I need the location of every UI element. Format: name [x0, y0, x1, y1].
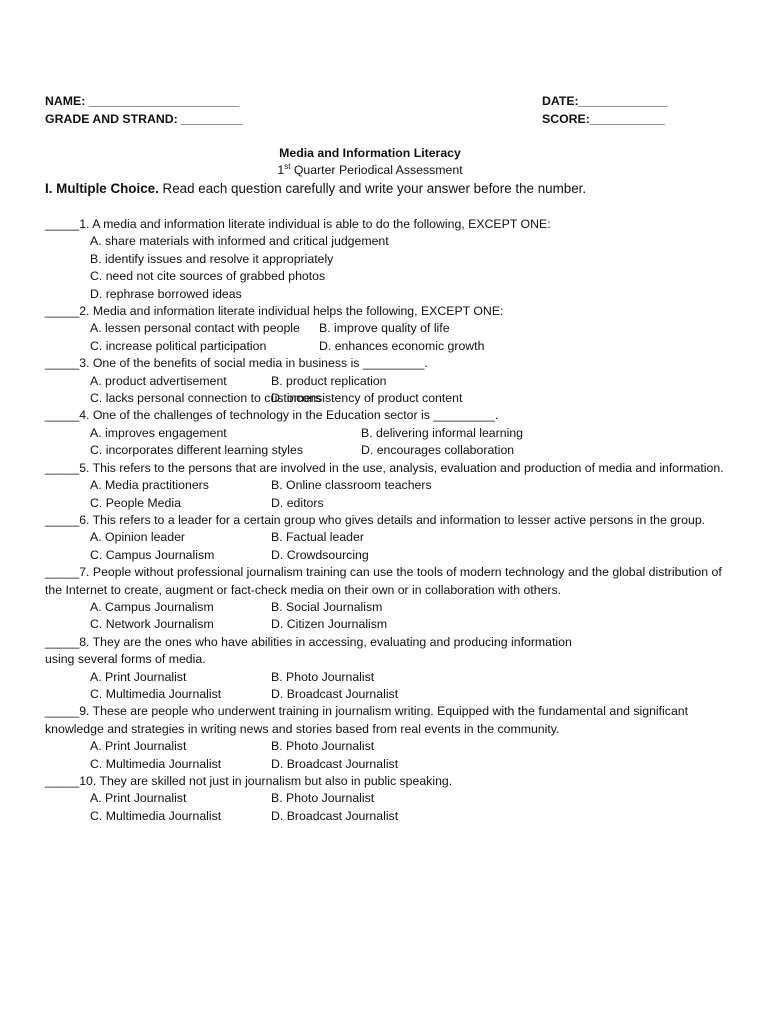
choice-option: D. encourages collaboration — [361, 443, 515, 458]
choice-option: C. Campus Journalism — [90, 547, 215, 562]
choice-option: C. Multimedia Journalist — [90, 808, 222, 823]
choice-list — [45, 425, 735, 460]
score-field[interactable]: SCORE:___________ — [542, 112, 666, 126]
choice-list — [45, 669, 735, 704]
choice-row — [90, 547, 735, 564]
choice-option: D. Broadcast Journalist — [271, 686, 399, 701]
choice-option: D. Citizen Journalism — [271, 617, 388, 632]
choice-option: B. Factual leader — [271, 530, 364, 545]
choice-option: A. Media practitioners — [90, 478, 209, 493]
choice-list — [45, 477, 735, 512]
date-field[interactable]: DATE:_____________ — [542, 94, 668, 108]
question-9 — [45, 703, 735, 773]
choice-option: D. Crowdsourcing — [271, 547, 369, 562]
choice-option: C. Network Journalism — [90, 617, 214, 632]
choice-list — [45, 233, 735, 303]
choice-row — [90, 529, 735, 546]
choice-option: B. delivering informal learning — [361, 425, 523, 440]
choice-option: C. incorporates different learning styles — [90, 443, 304, 458]
choice-row — [90, 495, 735, 512]
instructions-text: Read each question carefully and write your answer before the number. — [158, 181, 587, 196]
choice-option: B. Photo Journalist — [271, 791, 375, 806]
choice-option: D. inconsistency of product content — [271, 391, 463, 406]
choice-option: A. lessen personal contact with people — [90, 321, 300, 336]
question-6 — [45, 512, 735, 564]
question-2 — [45, 303, 735, 355]
name-field[interactable]: NAME: ______________________ — [45, 94, 240, 108]
choice-option: D. Broadcast Journalist — [271, 808, 399, 823]
choice-row — [90, 233, 735, 250]
choice-option: B. Photo Journalist — [271, 739, 375, 754]
choice-option: A. product advertisement — [90, 373, 227, 388]
choice-list — [45, 320, 735, 355]
choice-option: B. Social Journalism — [271, 599, 383, 614]
subtitle-number: 1 — [277, 163, 285, 177]
section-label: I. Multiple Choice. — [45, 181, 159, 196]
choice-option: B. Photo Journalist — [271, 669, 375, 684]
choice-row — [90, 390, 735, 407]
choice-list — [45, 738, 735, 773]
choice-row — [90, 616, 735, 633]
choice-row — [90, 442, 735, 459]
instructions — [45, 180, 586, 198]
choice-option: B. product replication — [271, 373, 387, 388]
choice-option: B. identify issues and resolve it appropriately — [90, 251, 334, 266]
choice-option: C. need not cite sources of grabbed photos — [90, 269, 326, 284]
choice-option: B. improve quality of life — [319, 321, 450, 336]
choice-row — [90, 756, 735, 773]
choice-row — [90, 599, 735, 616]
choice-option: C. People Media — [90, 495, 181, 510]
question-5 — [45, 460, 735, 512]
choice-row — [90, 268, 735, 285]
subtitle-text: Quarter Periodical Assessment — [290, 163, 463, 177]
choice-row — [90, 373, 735, 390]
choice-list — [45, 373, 735, 408]
choice-option: D. editors — [271, 495, 324, 510]
document-title: Media and Information Literacy — [279, 146, 461, 160]
choice-option: A. Campus Journalism — [90, 599, 214, 614]
choice-option: A. Opinion leader — [90, 530, 186, 545]
question-text: _____9. These are people who underwent training in journalism writing. Equipped with the fundamental and significant knowledge and strategies in writing news and stories based from real events in the community. — [45, 704, 689, 736]
choice-row — [90, 790, 735, 807]
choice-row — [90, 286, 735, 303]
question-text: _____7. People without professional journalism training can use the tools of modern technology and the global distribution of the Internet to create, augment or fact-check media on their own or in collaboration with others. — [45, 565, 722, 597]
choice-row — [90, 669, 735, 686]
document-subtitle — [0, 162, 740, 179]
question-10 — [45, 773, 735, 825]
choice-option: D. Broadcast Journalist — [271, 756, 399, 771]
question-text: _____10. They are skilled not just in journalism but also in public speaking. — [45, 774, 453, 788]
choice-row — [90, 251, 735, 268]
question-text: _____4. One of the challenges of technology in the Education sector is _________. — [45, 408, 499, 423]
question-text: _____2. Media and information literate individual helps the following, EXCEPT ONE: — [45, 304, 504, 319]
choice-option: A. Print Journalist — [90, 739, 187, 754]
question-text: _____6. This refers to a leader for a certain group who gives details and information to lesser active persons in the group. — [45, 512, 706, 527]
choice-option: B. Online classroom teachers — [271, 478, 432, 493]
choice-option: D. rephrase borrowed ideas — [90, 286, 242, 301]
question-3 — [45, 355, 735, 407]
question-text: _____1. A media and information literate individual is able to do the following, EXCEPT ONE: — [45, 217, 551, 231]
choice-option: C. Multimedia Journalist — [90, 756, 222, 771]
choice-row — [90, 477, 735, 494]
choice-option: A. share materials with informed and critical judgement — [90, 234, 389, 249]
choice-option: C. increase political participation — [90, 338, 267, 353]
choice-row — [90, 338, 735, 355]
question-8 — [45, 634, 735, 704]
subtitle-superscript: st — [284, 161, 291, 171]
question-text: _____3. One of the benefits of social media in business is _________. — [45, 356, 428, 371]
choice-option: A. improves engagement — [90, 425, 227, 440]
question-text-continued: using several forms of media. — [45, 652, 206, 667]
question-list — [45, 216, 735, 825]
choice-list — [45, 529, 735, 564]
choice-list — [45, 599, 735, 634]
choice-option: D. enhances economic growth — [319, 338, 485, 353]
choice-row — [90, 425, 735, 442]
choice-row — [90, 808, 735, 825]
choice-row — [90, 320, 735, 337]
choice-row — [90, 686, 735, 703]
choice-option: A. Print Journalist — [90, 669, 187, 684]
question-text: _____5. This refers to the persons that are involved in the use, analysis, evaluation and production of media and information. — [45, 460, 724, 475]
question-7 — [45, 564, 735, 634]
question-text: _____8. They are the ones who have abilities in accessing, evaluating and producing information — [45, 634, 572, 649]
choice-list — [45, 790, 735, 825]
choice-row — [90, 738, 735, 755]
grade-strand-field[interactable]: GRADE AND STRAND: _________ — [45, 112, 243, 126]
choice-option: A. Print Journalist — [90, 791, 187, 806]
question-1 — [45, 216, 735, 303]
question-4 — [45, 407, 735, 459]
choice-option: C. Multimedia Journalist — [90, 686, 222, 701]
choice-option: C. lacks personal connection to customers — [90, 391, 322, 406]
